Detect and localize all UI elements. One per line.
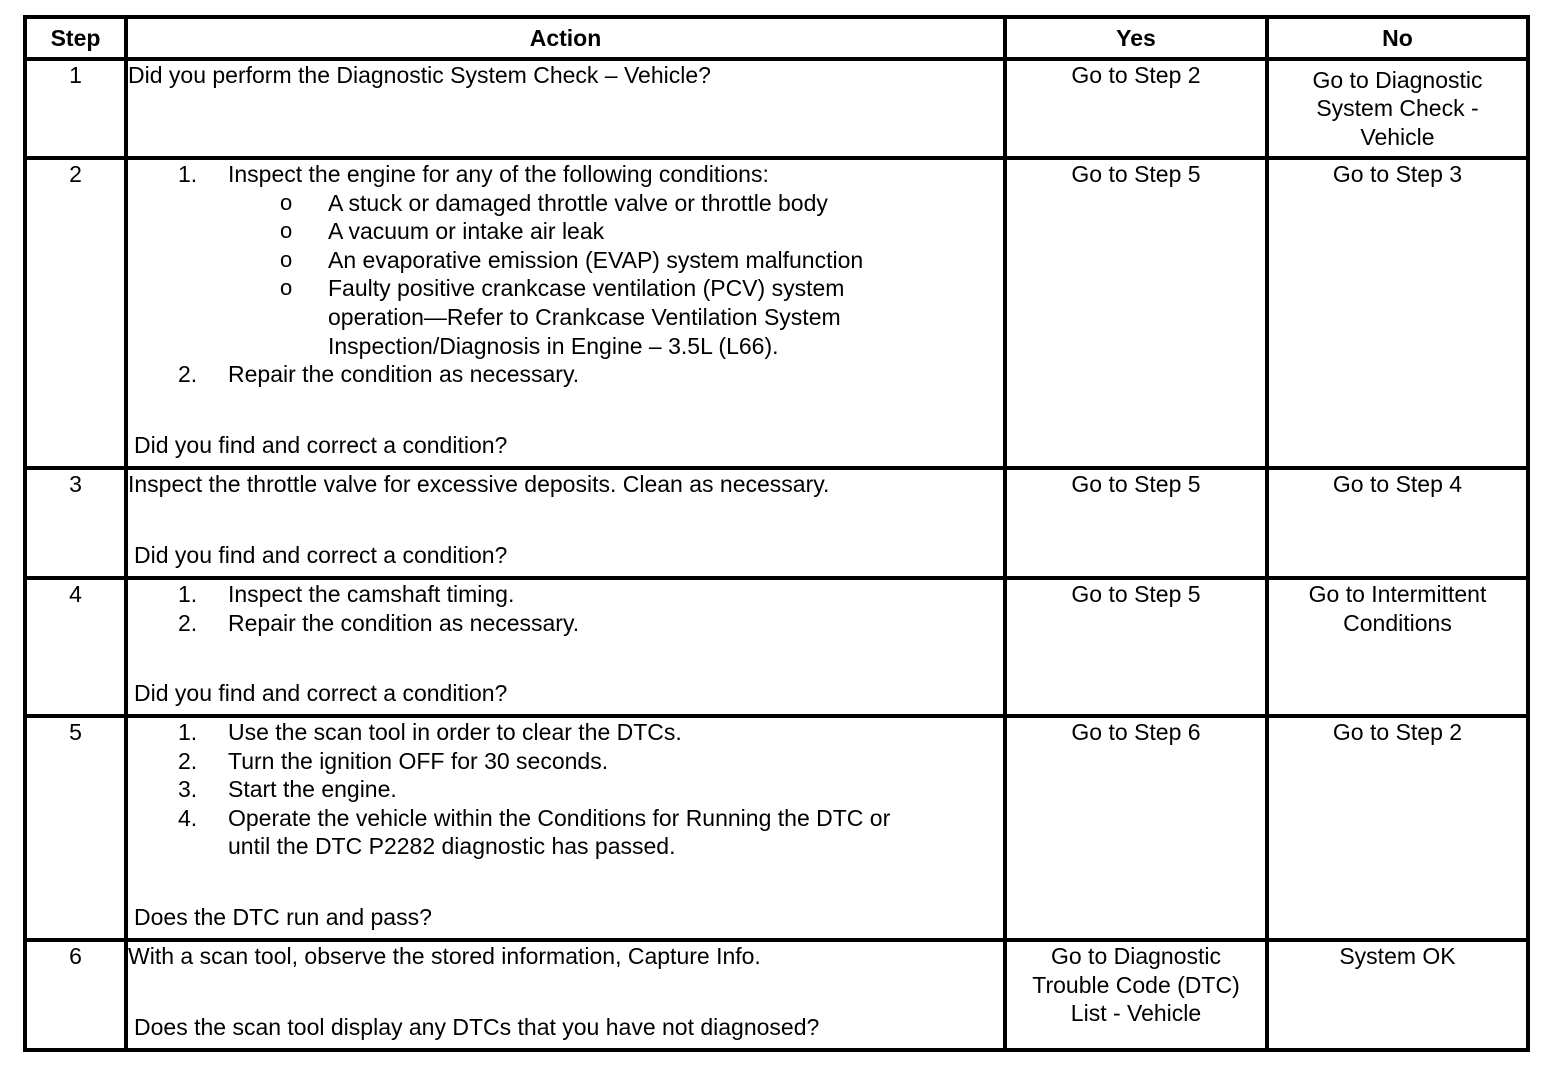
no-link[interactable]: Go to Step 3 [1332, 161, 1463, 187]
instruction-text: Turn the ignition OFF for 30 seconds. [228, 747, 609, 774]
yes-cell [1005, 578, 1267, 716]
no-cell [1267, 468, 1528, 578]
instruction-number: 1. [178, 161, 198, 187]
step-number: 6 [25, 940, 126, 1050]
header-yes: Yes [1005, 17, 1267, 59]
yes-cell [1005, 716, 1267, 940]
condition-item [228, 274, 1003, 360]
condition-item [228, 246, 1003, 275]
instruction-text: Use the scan tool in order to clear the DTCs. [228, 719, 682, 745]
no-cell [1267, 940, 1528, 1050]
table-row [25, 578, 1528, 716]
no-cell [1267, 716, 1528, 940]
bullet-icon: o [280, 275, 293, 301]
question-text: Did you find and correct a condition? [134, 542, 508, 569]
no-link-line: Go to Intermittent [1308, 581, 1487, 607]
action-cell [126, 468, 1005, 578]
action-text: With a scan tool, observe the stored information, Capture Info. [128, 943, 761, 969]
no-cell [1267, 158, 1528, 468]
action-cell [126, 158, 1005, 468]
yes-link-line: Trouble Code (DTC) [1032, 971, 1240, 998]
question-text: Does the DTC run and pass? [134, 904, 432, 931]
action-text: Inspect the throttle valve for excessive deposits. Clean as necessary. [128, 471, 830, 497]
no-link[interactable] [1269, 66, 1526, 152]
bullet-icon: o [280, 246, 293, 272]
question-text: Did you find and correct a condition? [134, 432, 508, 459]
instruction-number: 1. [178, 581, 198, 607]
no-result: System OK [1339, 943, 1456, 969]
instruction-number: 1. [178, 719, 198, 745]
instruction-list [128, 580, 1003, 637]
yes-cell [1005, 158, 1267, 468]
instruction-number: 2. [178, 747, 198, 774]
question-text: Does the scan tool display any DTCs that you have not diagnosed? [134, 1014, 820, 1041]
condition-text: A vacuum or intake air leak [328, 218, 605, 245]
header-no: No [1267, 17, 1528, 59]
yes-cell [1005, 940, 1267, 1050]
instruction-item [128, 160, 1003, 189]
no-link-line: Go to Diagnostic [1312, 66, 1483, 93]
step-number: 2 [25, 158, 126, 468]
instruction-text-line: until the DTC P2282 diagnostic has passed. [228, 833, 676, 860]
instruction-list [128, 718, 1003, 861]
instruction-number: 3. [178, 776, 198, 803]
step-number: 3 [25, 468, 126, 578]
bullet-icon: o [280, 189, 293, 215]
header-row [25, 17, 1528, 59]
action-cell [126, 940, 1005, 1050]
table-row [25, 158, 1528, 468]
action-cell [126, 59, 1005, 158]
instruction-number: 2. [178, 361, 198, 388]
step-number: 5 [25, 716, 126, 940]
header-action: Action [126, 17, 1005, 59]
question-text: Did you find and correct a condition? [134, 680, 508, 707]
condition-list [128, 189, 1003, 361]
table-row [25, 468, 1528, 578]
instruction-text: Inspect the engine for any of the following conditions: [228, 161, 769, 187]
yes-link[interactable]: Go to Step 2 [1071, 62, 1201, 88]
yes-link[interactable]: Go to Step 5 [1071, 471, 1201, 497]
yes-cell [1005, 468, 1267, 578]
yes-link-line: Go to Diagnostic [1050, 943, 1222, 969]
instruction-item [128, 360, 1003, 389]
action-cell [126, 716, 1005, 940]
no-link[interactable] [1269, 580, 1526, 637]
yes-cell [1005, 59, 1267, 158]
instruction-number: 2. [178, 609, 198, 636]
condition-text-line: Faulty positive crankcase ventilation (PCV) system [328, 275, 845, 302]
yes-link[interactable] [1007, 942, 1265, 1028]
diagnostic-table [23, 15, 1530, 1052]
condition-text: An evaporative emission (EVAP) system malfunction [328, 246, 864, 273]
yes-link[interactable]: Go to Step 5 [1071, 581, 1201, 607]
bullet-icon: o [280, 218, 293, 244]
table-row [25, 716, 1528, 940]
table-row [25, 940, 1528, 1050]
condition-item [228, 189, 1003, 218]
action-text: Did you perform the Diagnostic System Check – Vehicle? [128, 62, 711, 88]
no-link-line: Vehicle [1360, 123, 1435, 150]
table-row [25, 59, 1528, 158]
instruction-item [128, 609, 1003, 638]
yes-link[interactable]: Go to Step 6 [1071, 719, 1201, 745]
instruction-text: Repair the condition as necessary. [228, 361, 580, 388]
no-link[interactable]: Go to Step 2 [1332, 719, 1463, 745]
condition-text: A stuck or damaged throttle valve or throttle body [328, 189, 828, 216]
step-number: 4 [25, 578, 126, 716]
instruction-text-line: Operate the vehicle within the Conditions for Running the DTC or [228, 804, 891, 831]
condition-text-line[interactable]: Inspection/Diagnosis in Engine – 3.5L (L66). [328, 332, 779, 359]
no-link-line: Conditions [1343, 609, 1452, 636]
instruction-item [128, 747, 1003, 776]
instruction-text: Inspect the camshaft timing. [228, 581, 515, 607]
instruction-item [128, 775, 1003, 804]
instruction-item [128, 580, 1003, 609]
instruction-number: 4. [178, 804, 198, 831]
step-number: 1 [25, 59, 126, 158]
instruction-item [128, 718, 1003, 747]
yes-link-line: List - Vehicle [1070, 1000, 1202, 1027]
instruction-text: Repair the condition as necessary. [228, 609, 580, 636]
condition-item [228, 217, 1003, 246]
instruction-list [128, 160, 1003, 189]
action-cell [126, 578, 1005, 716]
instruction-item [128, 804, 1003, 861]
no-link-line: System Check - [1316, 95, 1479, 122]
no-link[interactable]: Go to Step 4 [1332, 471, 1463, 497]
no-cell [1267, 578, 1528, 716]
header-step: Step [25, 17, 126, 59]
instruction-text: Start the engine. [228, 776, 397, 803]
no-cell [1267, 59, 1528, 158]
yes-link[interactable]: Go to Step 5 [1071, 161, 1201, 187]
instruction-list [128, 360, 1003, 389]
condition-text-line[interactable]: operation—Refer to Crankcase Ventilation System [328, 303, 841, 330]
